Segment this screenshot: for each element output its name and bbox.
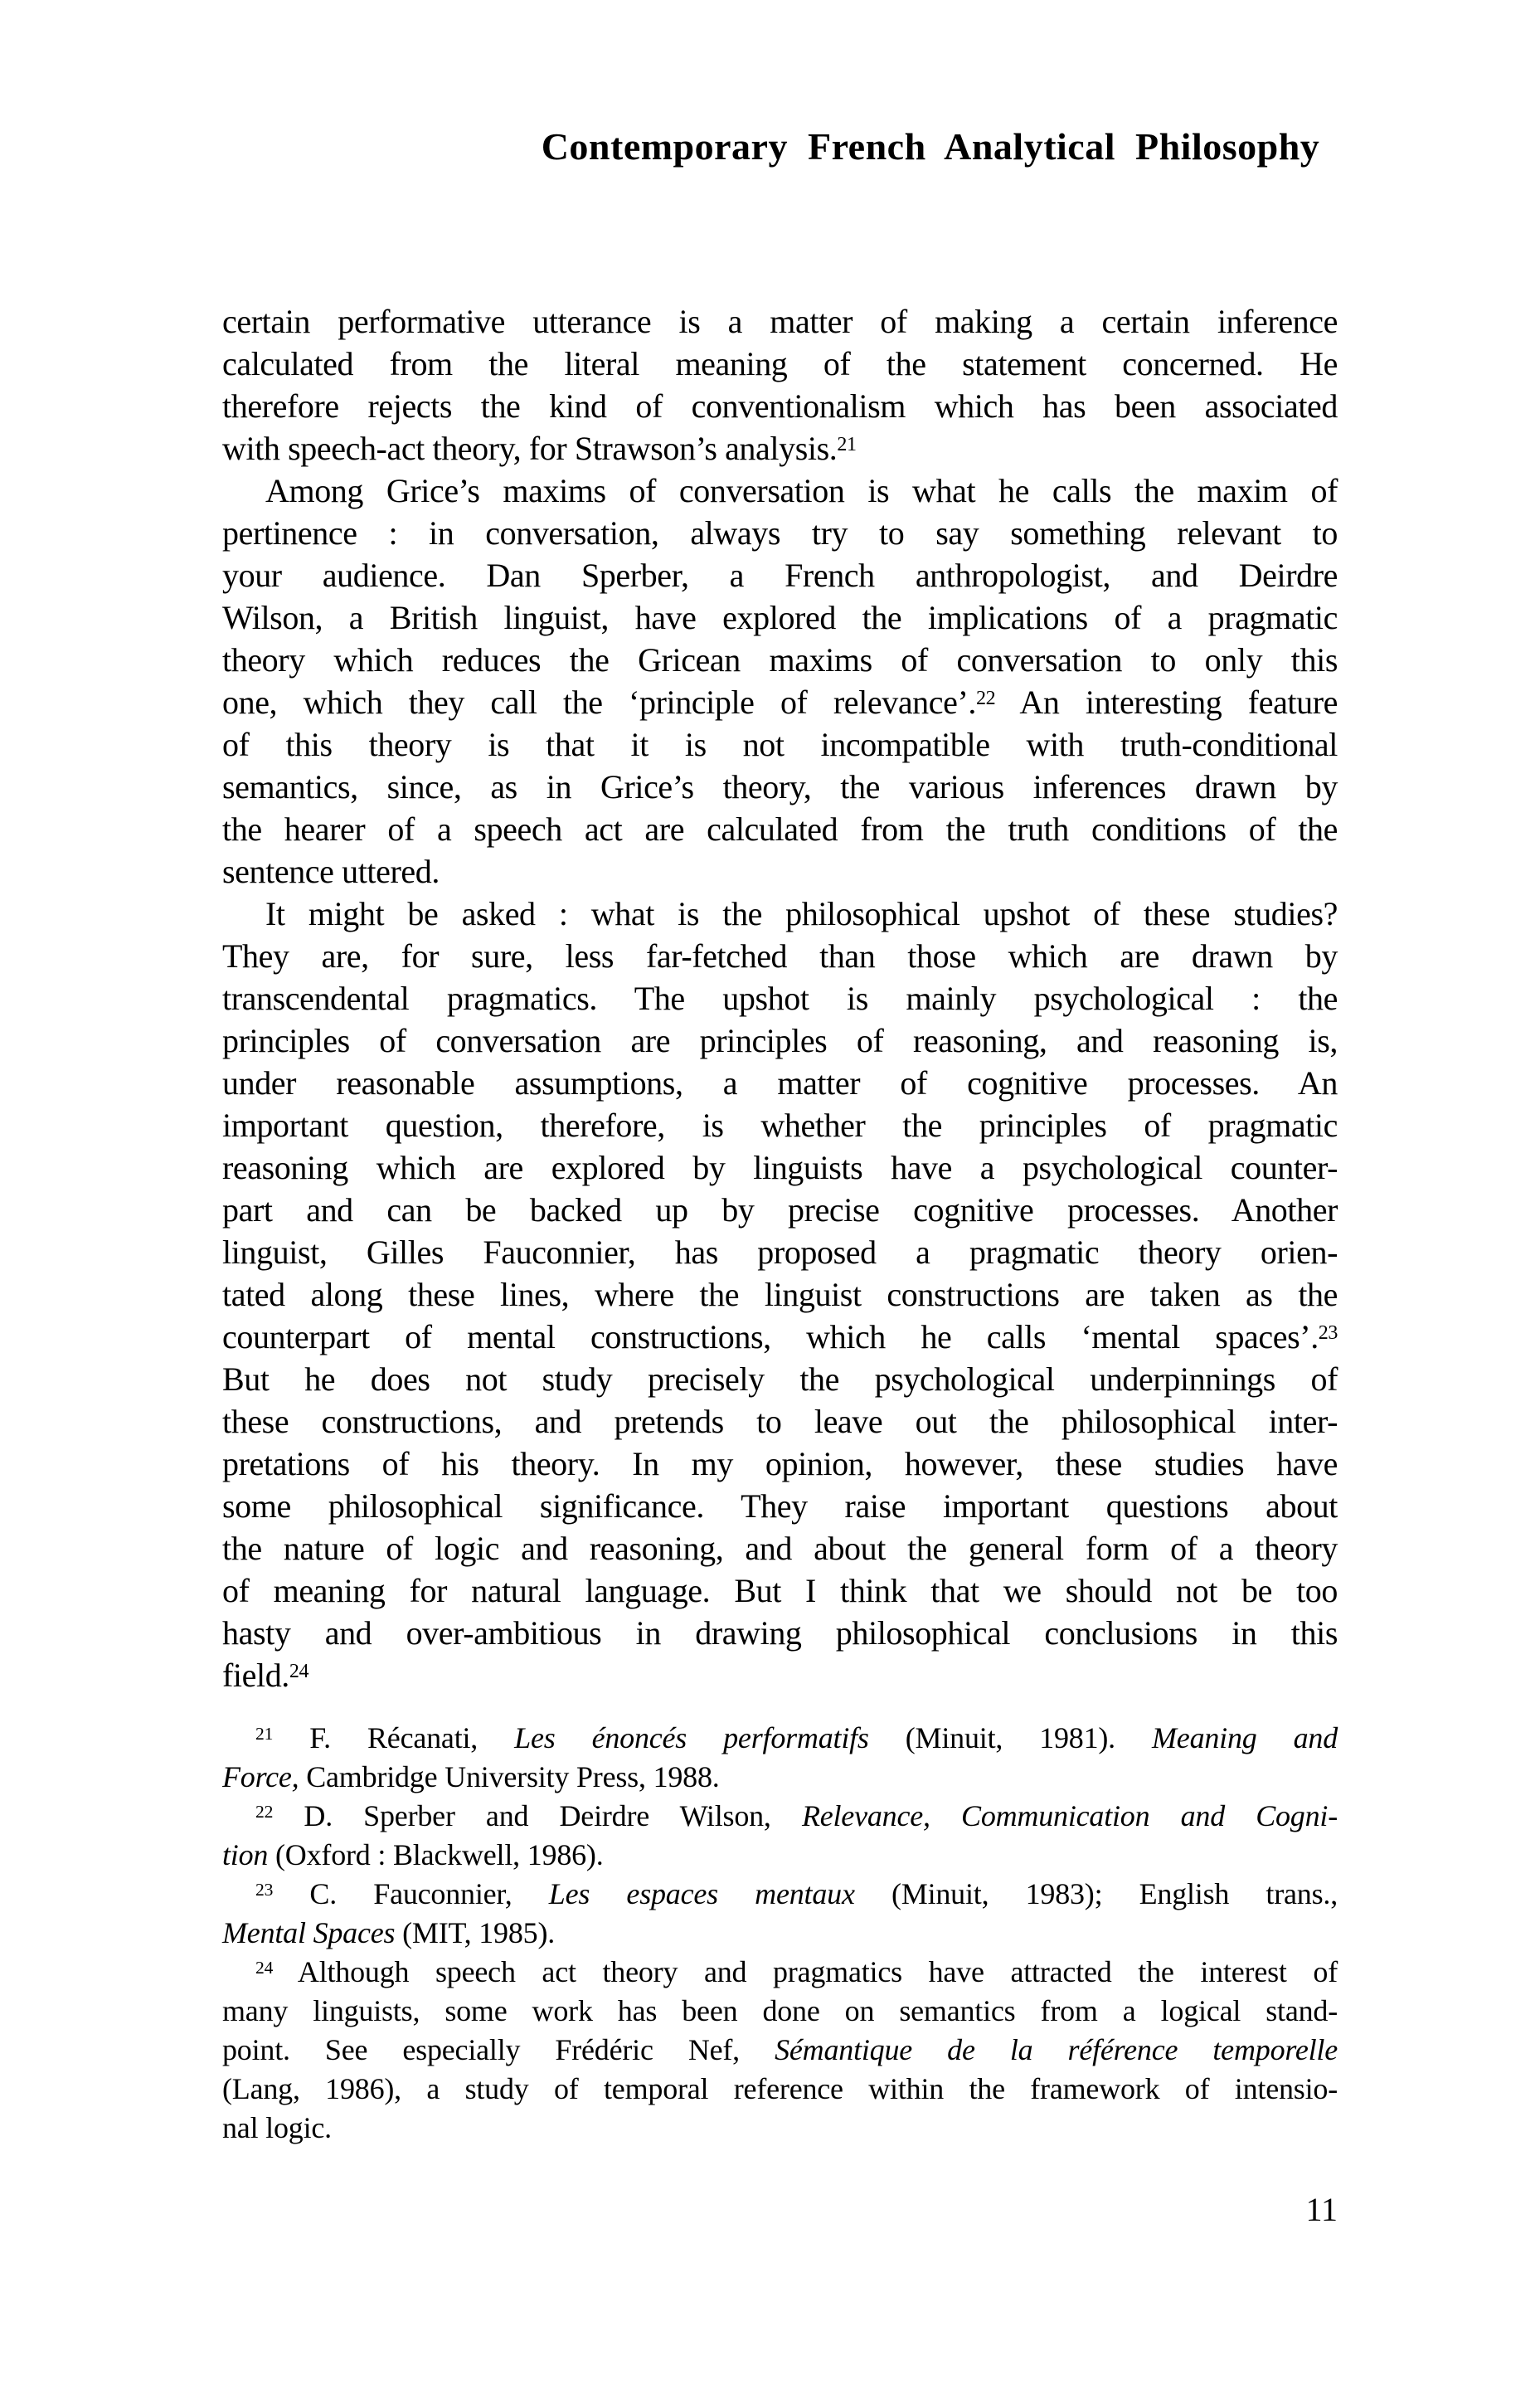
text-run: linguist, Gilles Fauconnier, has proposed a pragmatic theory orien- — [222, 1234, 1338, 1271]
running-head-title: Contemporary French Analytical Philosophy — [541, 125, 1320, 168]
footnote-marker: 21 — [837, 434, 857, 456]
page-number: 11 — [1305, 2191, 1338, 2228]
text-run: tion — [222, 1838, 269, 1871]
text-line — [222, 1231, 1338, 1273]
text-run: Although speech act theory and pragmatics have attracted the interest of — [273, 1955, 1338, 1988]
text-line — [222, 766, 1338, 808]
text-run: some philosophical significance. They raise important questions about — [222, 1487, 1338, 1525]
footnote — [222, 1719, 1338, 1797]
text-line — [222, 1569, 1338, 1612]
text-run: (Minuit, 1983); English trans., — [854, 1877, 1338, 1910]
text-run: of this theory is that it is not incompatible with truth-conditional — [222, 726, 1338, 763]
text-line — [222, 596, 1338, 639]
footnote — [222, 1797, 1338, 1875]
text-line — [222, 554, 1338, 596]
text-line — [222, 512, 1338, 554]
text-line — [222, 1992, 1338, 2031]
text-run: point. See especially Frédéric Nef, — [222, 2033, 775, 2066]
text-run: hasty and over-ambitious in drawing philosophical conclusions in this — [222, 1614, 1338, 1652]
text-line — [222, 1400, 1338, 1443]
text-run: Les espaces mentaux — [548, 1877, 855, 1910]
text-run: nal logic. — [222, 2111, 332, 2144]
text-line — [222, 681, 1338, 723]
footnote — [222, 1953, 1338, 2148]
footnote-marker: 23 — [1318, 1322, 1338, 1345]
text-run: pretations of his theory. In my opinion, however, these studies have — [222, 1445, 1338, 1482]
text-line — [222, 935, 1338, 977]
text-line — [222, 343, 1338, 385]
text-line — [222, 1914, 1338, 1953]
text-run: Mental Spaces — [222, 1916, 396, 1949]
text-run: your audience. Dan Sperber, a French anthropologist, and Deirdre — [222, 557, 1338, 594]
footnote-marker: 21 — [255, 1724, 274, 1745]
text-run: Among Grice’s maxims of conversation is what he calls the maxim of — [265, 472, 1338, 509]
text-run: Force, — [222, 1760, 299, 1793]
text-run: principles of conversation are principles of reasoning, and reasoning is, — [222, 1022, 1338, 1059]
text-run: D. Sperber and Deirdre Wilson, — [273, 1799, 802, 1832]
footnote-marker: 24 — [289, 1661, 309, 1683]
text-run: calculated from the literal meaning of the statement concerned. He — [222, 345, 1338, 382]
text-run: part and can be backed up by precise cognitive processes. Another — [222, 1191, 1338, 1229]
text-run: certain performative utterance is a matter of making a certain inference — [222, 303, 1338, 340]
text-run: many linguists, some work has been done on semantics from a logical stand- — [222, 1994, 1338, 2027]
text-line — [222, 1146, 1338, 1189]
text-line — [222, 1062, 1338, 1104]
text-run: one, which they call the ‘principle of relevance’. — [222, 684, 977, 721]
text-run: under reasonable assumptions, a matter of cognitive processes. An — [222, 1064, 1338, 1102]
text-line — [222, 1758, 1338, 1797]
footnote-marker: 22 — [255, 1802, 274, 1822]
text-run: counterpart of mental constructions, which he calls ‘mental spaces’. — [222, 1318, 1319, 1355]
text-run: important question, therefore, is whether the principles of pragmatic — [222, 1107, 1338, 1144]
text-line — [222, 1358, 1338, 1400]
text-run: Sémantique de la référence temporelle — [775, 2033, 1338, 2066]
text-run: It might be asked : what is the philosophical upshot of these studies? — [265, 895, 1338, 932]
text-run: these constructions, and pretends to leave out the philosophical inter- — [222, 1403, 1338, 1440]
text-line — [222, 1273, 1338, 1316]
text-line — [222, 1612, 1338, 1654]
text-line — [222, 1189, 1338, 1231]
text-run: Cambridge University Press, 1988. — [299, 1760, 720, 1793]
text-line — [222, 1953, 1338, 1992]
text-line — [222, 977, 1338, 1019]
text-run: sentence uttered. — [222, 853, 440, 890]
footnote-marker: 22 — [976, 688, 996, 710]
text-line — [222, 2070, 1338, 2109]
text-run: (Oxford : Blackwell, 1986). — [268, 1838, 604, 1871]
text-run: Relevance, Communication and Cogni- — [801, 1799, 1338, 1832]
text-run: They are, for sure, less far-fetched than those which are drawn by — [222, 937, 1338, 975]
text-run: transcendental pragmatics. The upshot is mainly psychological : the — [222, 980, 1338, 1017]
text-run: An interesting feature — [995, 684, 1338, 721]
footnote-marker: 24 — [255, 1958, 274, 1978]
text-run: pertinence : in conversation, always try to say something relevant to — [222, 514, 1338, 552]
text-line — [222, 300, 1338, 343]
text-line — [222, 850, 1338, 893]
text-line — [222, 1875, 1338, 1914]
text-run: Wilson, a British linguist, have explored the implications of a pragmatic — [222, 599, 1338, 636]
text-run: of meaning for natural language. But I think that we should not be too — [222, 1572, 1338, 1609]
text-line — [222, 2109, 1338, 2148]
text-line — [222, 723, 1338, 766]
footnote — [222, 1875, 1338, 1953]
text-run: therefore rejects the kind of conventionalism which has been associated — [222, 387, 1338, 425]
text-line — [222, 1719, 1338, 1758]
text-line — [222, 893, 1338, 935]
paragraph — [222, 300, 1338, 470]
text-run: But he does not study precisely the psychological underpinnings of — [222, 1360, 1338, 1398]
text-run: with speech-act theory, for Strawson’s analysis. — [222, 430, 838, 467]
text-run: theory which reduces the Gricean maxims of conversation to only this — [222, 641, 1338, 679]
text-run: (Minuit, 1981). — [868, 1721, 1152, 1754]
paragraph — [222, 893, 1338, 1696]
text-line — [222, 1443, 1338, 1485]
text-line — [222, 1316, 1338, 1358]
text-run: tated along these lines, where the linguist constructions are taken as the — [222, 1276, 1338, 1313]
text-line — [222, 1654, 1338, 1696]
text-line — [222, 470, 1338, 512]
paragraph — [222, 470, 1338, 893]
text-line — [222, 808, 1338, 850]
text-line — [222, 1485, 1338, 1527]
text-line — [222, 1104, 1338, 1146]
text-run: Les énoncés performatifs — [514, 1721, 869, 1754]
text-run: semantics, since, as in Grice’s theory, the various inferences drawn by — [222, 768, 1338, 805]
text-run: field. — [222, 1657, 289, 1694]
text-run: F. Récanati, — [273, 1721, 515, 1754]
text-line — [222, 1019, 1338, 1062]
body-text — [222, 300, 1338, 1696]
text-run: the nature of logic and reasoning, and about the general form of a theory — [222, 1530, 1338, 1567]
footnote-marker: 23 — [255, 1880, 274, 1900]
text-line — [222, 1797, 1338, 1836]
text-run: (MIT, 1985). — [395, 1916, 556, 1949]
text-line — [222, 639, 1338, 681]
footnotes — [222, 1719, 1338, 2148]
text-line — [222, 427, 1338, 470]
text-line — [222, 1527, 1338, 1569]
text-run: the hearer of a speech act are calculated from the truth conditions of the — [222, 810, 1338, 848]
text-run: C. Fauconnier, — [273, 1877, 549, 1910]
text-run: (Lang, 1986), a study of temporal reference within the framework of intensio- — [222, 2072, 1338, 2105]
text-line — [222, 385, 1338, 427]
text-line — [222, 1836, 1338, 1875]
text-run: Meaning and — [1152, 1721, 1338, 1754]
text-line — [222, 2031, 1338, 2070]
text-run: reasoning which are explored by linguists have a psychological counter- — [222, 1149, 1338, 1186]
